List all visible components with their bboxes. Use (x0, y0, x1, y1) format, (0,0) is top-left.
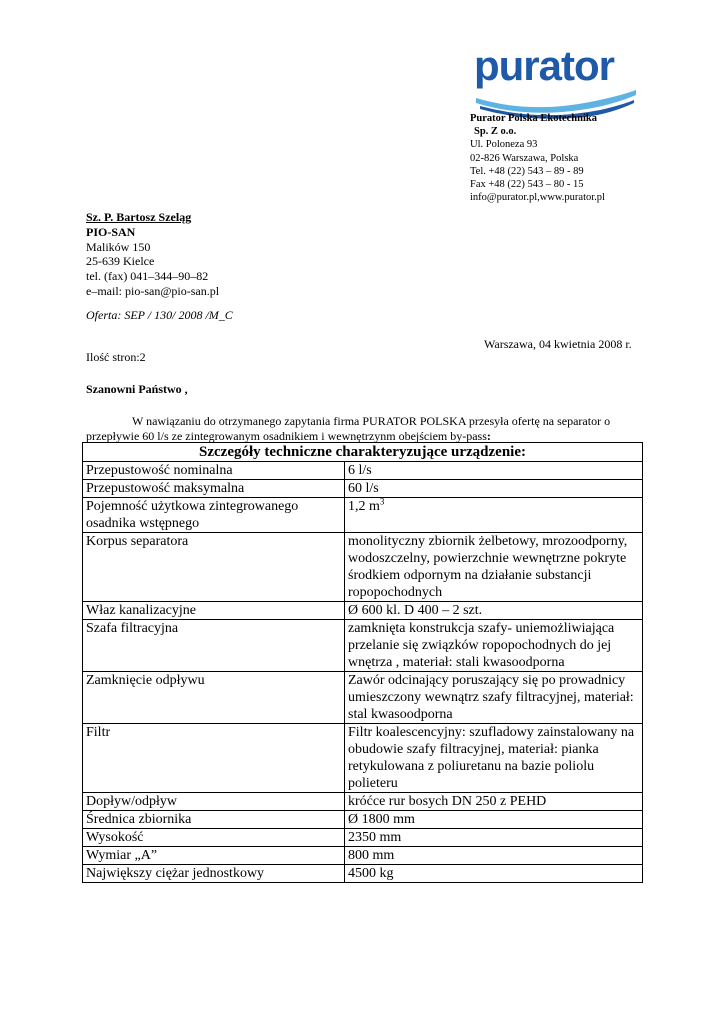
spec-value-cell (345, 498, 643, 533)
company-name: Purator Polska Ekotechnika (470, 113, 597, 124)
intro-line-1: W nawiązaniu do otrzymanego zapytania firma PURATOR POLSKA przesyła ofertę na separator o (132, 414, 611, 428)
spec-key: Największy ciężar jednostkowy (83, 865, 345, 883)
spec-table-header-row (83, 443, 643, 462)
spec-value: 1,2 m (348, 499, 380, 514)
company-info (470, 112, 605, 204)
table-row (83, 533, 643, 602)
logo-wordmark: purator (474, 42, 614, 89)
intro-line-2-text: przepływie 60 l/s ze zintegrowanym osadnikiem i wewnętrzynm obejściem by-pass (86, 428, 487, 443)
addressee-city: 25-639 Kielce (86, 254, 155, 269)
table-row (83, 847, 643, 865)
table-row (83, 724, 643, 793)
table-row (83, 462, 643, 480)
addressee-company: PIO-SAN (86, 224, 136, 239)
spec-value: 4500 kg (345, 865, 643, 883)
spec-key: Przepustowość maksymalna (83, 480, 345, 498)
purator-logo (470, 40, 640, 120)
table-row (83, 480, 643, 498)
company-fax: Fax +48 (22) 543 – 80 - 15 (470, 179, 584, 191)
spec-key: Szafa filtracyjna (83, 620, 345, 672)
addressee-street: Malików 150 (86, 239, 151, 254)
spec-value: 2350 mm (345, 829, 643, 847)
company-city: 02-826 Warszawa, Polska (470, 152, 579, 164)
company-legal-form: Sp. Z o.o. (474, 126, 517, 138)
spec-key: Właz kanalizacyjne (83, 602, 345, 620)
spec-value: Filtr koalescencyjny: szufladowy zainstalowany na obudowie szafy filtracyjnej, materiał: pianka retykulowana z poliuretanu na bazie poliolu polieteru (345, 724, 643, 793)
spec-table-header: Szczegóły techniczne charakteryzujące urządzenie: (83, 443, 643, 462)
spec-value: 800 mm (345, 847, 643, 865)
table-row (83, 602, 643, 620)
table-row (83, 865, 643, 883)
company-web: info@purator.pl,www.purator.pl (470, 192, 605, 204)
intro-paragraph (86, 414, 646, 443)
addressee-block (86, 210, 219, 299)
table-row (83, 829, 643, 847)
spec-key: Korpus separatora (83, 533, 345, 602)
spec-key: Średnica zbiornika (83, 811, 345, 829)
spec-key: Wysokość (83, 829, 345, 847)
table-row (83, 672, 643, 724)
spec-key: Wymiar „A” (83, 847, 345, 865)
letter-date: Warszawa, 04 kwietnia 2008 r. (484, 337, 632, 351)
intro-line-2-end: : (486, 428, 491, 443)
table-row (83, 811, 643, 829)
greeting: Szanowni Państwo , (86, 382, 188, 396)
spec-value: 60 l/s (345, 480, 643, 498)
company-tel: Tel. +48 (22) 543 – 89 - 89 (470, 165, 584, 177)
intro-line-2 (86, 429, 646, 444)
spec-value: Ø 600 kl. D 400 – 2 szt. (345, 602, 643, 620)
spec-value: króćce rur bosych DN 250 z PEHD (345, 793, 643, 811)
spec-key: Dopływ/odpływ (83, 793, 345, 811)
spec-value-superscript: 3 (379, 496, 385, 507)
spec-value: zamknięta konstrukcja szafy- uniemożliwiająca przelanie się związków ropopochodnych do jej wnętrza , materiał: stali kwasoodporna (345, 620, 643, 672)
addressee-name: Sz. P. Bartosz Szeląg (86, 210, 192, 224)
page-count: Ilość stron:2 (86, 350, 146, 364)
table-row (83, 620, 643, 672)
spec-key: Przepustowość nominalna (83, 462, 345, 480)
spec-value: monolityczny zbiornik żelbetowy, mrozoodporny, wodoszczelny, powierzchnie wewnętrzne pokryte środkiem odpornym na działanie substancji ropopochodnych (345, 533, 643, 602)
company-street: Ul. Poloneza 93 (470, 139, 538, 151)
addressee-tel: tel. (fax) 041–344–90–82 (86, 269, 209, 284)
spec-key: Zamknięcie odpływu (83, 672, 345, 724)
spec-value: Ø 1800 mm (345, 811, 643, 829)
table-row (83, 498, 643, 533)
addressee-email: e–mail: pio-san@pio-san.pl (86, 283, 220, 298)
spec-value: 6 l/s (345, 462, 643, 480)
offer-reference: Oferta: SEP / 130/ 2008 /M_C (86, 308, 233, 322)
spec-value: Zawór odcinający poruszający się po prowadnicy umieszczony wewnątrz szafy filtracyjnej, materiał: stal kwasoodporna (345, 672, 643, 724)
table-row (83, 793, 643, 811)
spec-key: Pojemność użytkowa zintegrowanego osadnika wstępnego (83, 498, 345, 533)
spec-table (82, 442, 643, 883)
spec-key: Filtr (83, 724, 345, 793)
